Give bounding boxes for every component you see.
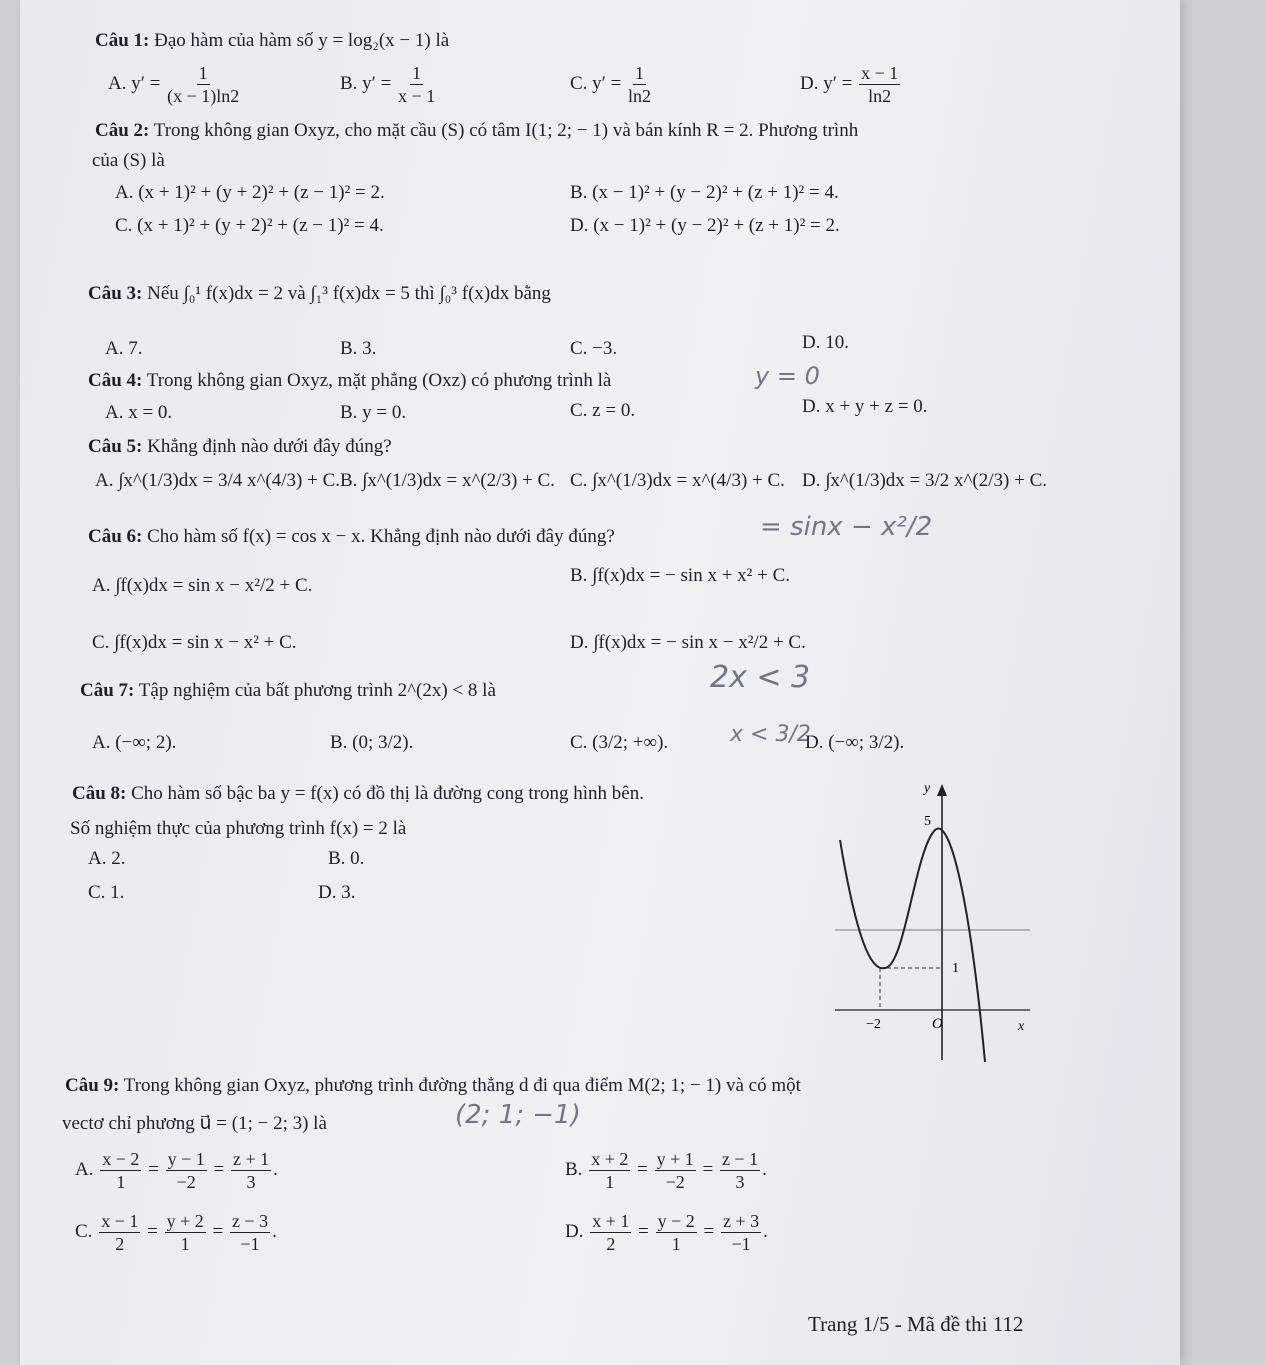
q6-option-a: A. ∫f(x)dx = sin x − x²/2 + C. bbox=[92, 575, 313, 596]
q1-option-a bbox=[108, 62, 241, 107]
q4-option-d: D. x + y + z = 0. bbox=[802, 396, 928, 417]
q1-b-frac: $\frac{1}{x - 1}$ bbox=[398, 63, 436, 106]
q1-label: Câu 1: bbox=[95, 30, 150, 51]
q5-option-b: B. ∫x^(1/3)dx = x^(2/3) + C. bbox=[340, 470, 555, 491]
q8-option-c: C. 1. bbox=[88, 882, 125, 903]
graph-curve bbox=[840, 828, 985, 1062]
q1-d-frac: $\frac{x - 1}{\ln 2}$ bbox=[861, 63, 899, 106]
q4-option-c: C. z = 0. bbox=[570, 400, 636, 421]
q3-stem: Câu 3: Nếu ∫₀¹ f(x)dx = 2 và ∫₁³ f(x)dx = 5 thì ∫₀³ f(x)dx bằng bbox=[88, 283, 551, 304]
q4-option-a: A. x = 0. bbox=[105, 402, 173, 423]
q1-option-c: C. y′ = $\frac{1}{\ln 2}$ bbox=[570, 63, 652, 106]
q1-a-label: A. y′ = bbox=[108, 72, 161, 94]
q8-option-a: A. 2. bbox=[88, 848, 126, 869]
q2-stem-2: của (S) là bbox=[92, 150, 165, 171]
q4-option-b: B. y = 0. bbox=[340, 402, 407, 423]
graph-origin: O bbox=[932, 1016, 943, 1032]
q7-option-a: A. (−∞; 2). bbox=[92, 732, 177, 753]
q2-option-d: D. (x − 1)² + (y − 2)² + (z + 1)² = 2. bbox=[570, 215, 840, 236]
q8-stem-2: Số nghiệm thực của phương trình f(x) = 2 là bbox=[70, 818, 407, 839]
q1-stem bbox=[95, 30, 449, 52]
q3-option-c: C. −3. bbox=[570, 338, 618, 359]
q4-handwritten-note: y = 0 bbox=[755, 362, 820, 390]
q6-option-b: B. ∫f(x)dx = − sin x + x² + C. bbox=[570, 565, 791, 586]
q5-stem: Câu 5: Khẳng định nào dưới đây đúng? bbox=[88, 436, 392, 457]
q7-stem: Câu 7: Tập nghiệm của bất phương trình 2^(2x) < 8 là bbox=[80, 680, 496, 701]
q2-option-c: C. (x + 1)² + (y + 2)² + (z − 1)² = 4. bbox=[115, 215, 384, 236]
graph-x-label: x bbox=[1018, 1019, 1025, 1034]
q3-option-a: A. 7. bbox=[105, 338, 143, 359]
q9-option-d: D. $\frac{x + 1}{2}$ = $\frac{y - 2}{1}$ = $\frac{z + 3}{-1}$ . bbox=[565, 1211, 768, 1254]
page-footer: Trang 1/5 - Mã đề thi 112 bbox=[808, 1312, 1024, 1336]
q8-option-b: B. 0. bbox=[328, 848, 365, 869]
q6-stem: Câu 6: Cho hàm số f(x) = cos x − x. Khẳng định nào dưới đây đúng? bbox=[88, 526, 615, 547]
q9-option-a: A. $\frac{x - 2}{1}$ = $\frac{y - 1}{-2}$ = $\frac{z + 1}{3}$ . bbox=[75, 1149, 278, 1192]
q3-option-b: B. 3. bbox=[340, 338, 377, 359]
cubic-graph bbox=[820, 780, 1050, 1065]
q8-option-d: D. 3. bbox=[318, 882, 356, 903]
graph-tick-5: 5 bbox=[924, 814, 931, 829]
graph-tick-1: 1 bbox=[952, 961, 959, 976]
q3-option-d: D. 10. bbox=[802, 332, 849, 353]
graph-y-label: y bbox=[924, 781, 931, 796]
graph-y-arrow bbox=[937, 784, 947, 796]
q9-stem-2: vectơ chỉ phương u⃗ = (1; − 2; 3) là bbox=[62, 1113, 327, 1134]
q9-option-c: C. $\frac{x - 1}{2}$ = $\frac{y + 2}{1}$ = $\frac{z - 3}{-1}$ . bbox=[75, 1211, 277, 1254]
q6-option-c: C. ∫f(x)dx = sin x − x² + C. bbox=[92, 632, 297, 653]
q9-stem: Câu 9: Trong không gian Oxyz, phương trình đường thẳng d đi qua điểm M(2; 1; − 1) và có một bbox=[65, 1075, 801, 1096]
graph-tick-m2: −2 bbox=[866, 1017, 881, 1032]
q2-stem: Câu 2: Trong không gian Oxyz, cho mặt cầu (S) có tâm I(1; 2; − 1) và bán kính R = 2. Phương trình bbox=[95, 120, 859, 141]
q2-option-a: A. (x + 1)² + (y + 2)² + (z − 1)² = 2. bbox=[115, 182, 385, 203]
q7-handwritten-note-2: x < 3/2 bbox=[730, 722, 811, 747]
q5-option-d: D. ∫x^(1/3)dx = 3/2 x^(2/3) + C. bbox=[802, 470, 1048, 491]
q9-option-b: B. $\frac{x + 2}{1}$ = $\frac{y + 1}{-2}$ = $\frac{z - 1}{3}$ . bbox=[565, 1149, 767, 1192]
q1-c-frac: $\frac{1}{\ln 2}$ bbox=[628, 63, 652, 106]
q7-option-c: C. (3/2; +∞). bbox=[570, 732, 669, 753]
q5-option-a: A. ∫x^(1/3)dx = 3/4 x^(4/3) + C. bbox=[95, 470, 341, 491]
q5-option-c: C. ∫x^(1/3)dx = x^(4/3) + C. bbox=[570, 470, 785, 491]
q7-option-b: B. (0; 3/2). bbox=[330, 732, 414, 753]
q6-handwritten-note: = sinx − x²/2 bbox=[760, 512, 933, 542]
q1-text: Đạo hàm của hàm số y = log₂(x − 1) là bbox=[154, 30, 450, 51]
q7-handwritten-note-1: 2x < 3 bbox=[710, 660, 811, 695]
q1-option-b: B. y′ = $\frac{1}{x - 1}$ bbox=[340, 63, 436, 106]
q4-stem: Câu 4: Trong không gian Oxyz, mặt phẳng (Oxz) có phương trình là bbox=[88, 370, 612, 391]
q1-a-frac: $\frac{1}{(x - 1)\ln 2}$ bbox=[167, 63, 240, 106]
q2-option-b: B. (x − 1)² + (y − 2)² + (z + 1)² = 4. bbox=[570, 182, 839, 203]
q8-stem: Câu 8: Cho hàm số bậc ba y = f(x) có đồ thị là đường cong trong hình bên. bbox=[72, 783, 644, 804]
q6-option-d: D. ∫f(x)dx = − sin x − x²/2 + C. bbox=[570, 632, 806, 653]
q9-handwritten-note: (2; 1; −1) bbox=[455, 1100, 581, 1130]
q1-option-d: D. y′ = $\frac{x - 1}{\ln 2}$ bbox=[800, 63, 899, 106]
q7-option-d: D. (−∞; 3/2). bbox=[805, 732, 905, 753]
